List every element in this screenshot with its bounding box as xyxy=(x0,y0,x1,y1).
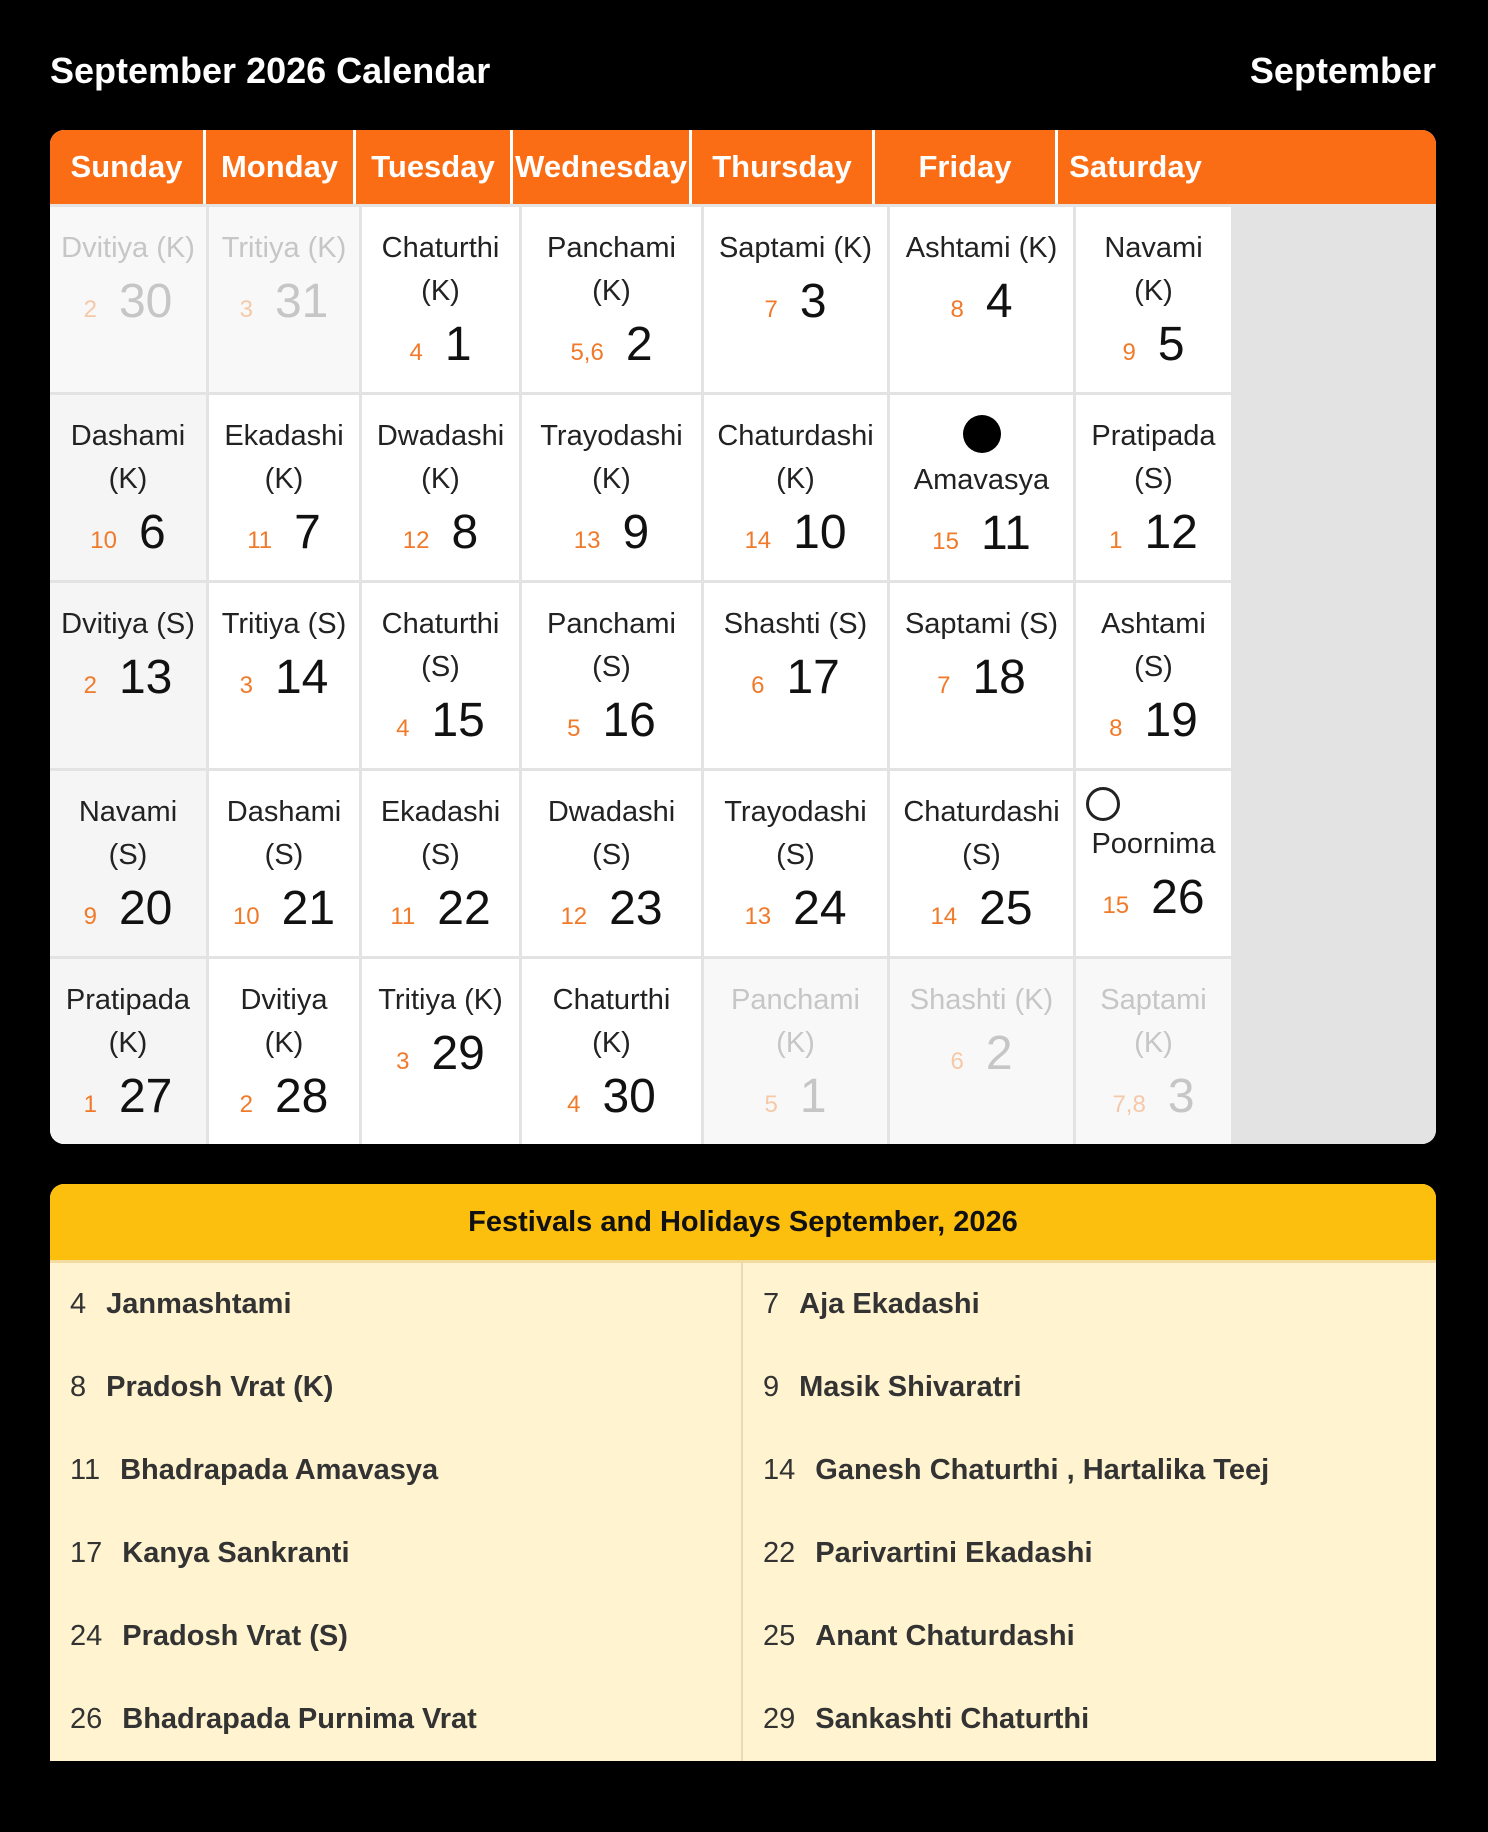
day-cell[interactable] xyxy=(522,207,701,392)
tithi-number: 3 xyxy=(239,296,253,323)
tithi-number: 1 xyxy=(1109,527,1123,554)
tithi-label xyxy=(522,959,701,1065)
weekday-sunday: Sunday xyxy=(50,130,206,204)
tithi-text: Saptami (K) xyxy=(1100,984,1207,1059)
tithi-text: Panchami (K) xyxy=(731,984,860,1059)
day-cell[interactable] xyxy=(522,583,701,768)
tithi-label xyxy=(522,771,701,877)
date-number: 27 xyxy=(118,1070,173,1123)
tithi-number: 15 xyxy=(932,528,959,555)
date-number: 4 xyxy=(985,275,1013,328)
tithi-number: 6 xyxy=(751,672,765,699)
day-cell[interactable] xyxy=(704,959,887,1144)
new-moon-icon xyxy=(963,415,1001,453)
tithi-text: Dvitiya (K) xyxy=(240,984,328,1059)
date-number: 13 xyxy=(118,651,173,704)
festival-day: 26 xyxy=(70,1703,103,1735)
tithi-number: 14 xyxy=(930,903,958,930)
date-number: 19 xyxy=(1144,694,1198,747)
tithi-text: Amavasya xyxy=(913,464,1050,496)
page-header xyxy=(50,46,1436,96)
tithi-number: 7 xyxy=(764,296,778,323)
month-label: September xyxy=(1249,50,1436,91)
festival-day: 4 xyxy=(70,1288,87,1320)
tithi-number: 10 xyxy=(232,903,260,930)
festival-item[interactable] xyxy=(743,1263,1436,1346)
tithi-text: Shashti (K) xyxy=(909,984,1054,1016)
tithi-number: 10 xyxy=(90,527,117,554)
tithi-text: Ashtami (S) xyxy=(1101,608,1206,683)
festival-item[interactable] xyxy=(743,1678,1436,1761)
festival-day: 17 xyxy=(70,1537,103,1569)
tithi-text: Dwadashi (K) xyxy=(376,420,505,495)
date-number: 3 xyxy=(799,275,827,328)
tithi-text: Panchami (K) xyxy=(547,232,676,307)
day-cell[interactable] xyxy=(209,395,359,580)
tithi-text: Navami (S) xyxy=(78,796,178,871)
date-number: 21 xyxy=(281,882,336,935)
tithi-number: 9 xyxy=(1122,339,1136,366)
festival-name: Kanya Sankranti xyxy=(122,1537,350,1569)
tithi-number: 8 xyxy=(1109,715,1123,742)
festival-item[interactable] xyxy=(50,1263,741,1346)
tithi-label xyxy=(362,395,519,501)
day-cell[interactable] xyxy=(50,771,206,956)
festivals-left-column xyxy=(50,1263,743,1761)
festival-day: 9 xyxy=(763,1371,780,1403)
tithi-text: Saptami (K) xyxy=(718,232,873,264)
festival-item[interactable] xyxy=(743,1512,1436,1595)
festival-name: Parivartini Ekadashi xyxy=(815,1537,1093,1569)
tithi-text: Poornima xyxy=(1091,828,1216,860)
day-cell[interactable] xyxy=(890,395,1073,580)
tithi-text: Tritiya (S) xyxy=(221,608,347,640)
festival-name: Ganesh Chaturthi , Hartalika Teej xyxy=(815,1454,1270,1486)
calendar-grid xyxy=(50,204,1436,1144)
tithi-number: 4 xyxy=(396,715,410,742)
day-cell[interactable] xyxy=(704,395,887,580)
tithi-label xyxy=(50,395,206,501)
tithi-text: Pratipada (S) xyxy=(1091,420,1216,495)
tithi-number: 12 xyxy=(560,903,588,930)
date-number: 1 xyxy=(799,1070,827,1123)
festival-day: 7 xyxy=(763,1288,780,1320)
tithi-text: Dashami (K) xyxy=(70,420,186,495)
tithi-label xyxy=(1076,771,1231,866)
festival-day: 14 xyxy=(763,1454,796,1486)
date-number: 20 xyxy=(118,882,173,935)
tithi-number: 9 xyxy=(83,903,97,930)
day-cell[interactable] xyxy=(522,771,701,956)
festival-day: 8 xyxy=(70,1371,87,1403)
day-cell[interactable] xyxy=(890,583,1073,768)
tithi-label xyxy=(362,771,519,877)
tithi-number: 4 xyxy=(567,1091,581,1118)
day-cell[interactable] xyxy=(209,771,359,956)
tithi-number: 3 xyxy=(396,1048,410,1075)
date-number: 25 xyxy=(979,882,1033,935)
festival-item[interactable] xyxy=(743,1346,1436,1429)
date-number: 2 xyxy=(625,318,653,371)
tithi-number: 1 xyxy=(83,1091,97,1118)
tithi-label xyxy=(50,207,206,270)
tithi-text: Shashti (S) xyxy=(723,608,868,640)
day-cell[interactable] xyxy=(50,207,206,392)
tithi-number: 2 xyxy=(83,296,97,323)
tithi-number: 2 xyxy=(239,1091,253,1118)
festival-item[interactable] xyxy=(50,1678,741,1761)
tithi-text: Chaturdashi (K) xyxy=(717,420,874,495)
tithi-number: 5 xyxy=(567,715,581,742)
tithi-number: 13 xyxy=(573,527,601,554)
tithi-number: 7,8 xyxy=(1112,1091,1146,1118)
tithi-label xyxy=(890,959,1073,1022)
date-number: 15 xyxy=(431,694,485,747)
day-cell[interactable] xyxy=(1076,771,1231,956)
tithi-text: Chaturthi (K) xyxy=(552,984,671,1059)
full-moon-icon xyxy=(1086,787,1120,821)
tithi-label xyxy=(522,395,701,501)
tithi-text: Dwadashi (S) xyxy=(547,796,676,871)
day-cell[interactable] xyxy=(1076,395,1231,580)
tithi-number: 6 xyxy=(950,1048,964,1075)
tithi-label xyxy=(362,583,519,689)
day-cell[interactable] xyxy=(50,583,206,768)
tithi-text: Panchami (S) xyxy=(547,608,676,683)
tithi-text: Ashtami (K) xyxy=(905,232,1058,264)
festival-name: Bhadrapada Amavasya xyxy=(120,1454,439,1486)
tithi-label xyxy=(209,959,359,1065)
tithi-label xyxy=(704,959,887,1065)
festival-day: 22 xyxy=(763,1537,796,1569)
tithi-text: Tritiya (K) xyxy=(378,984,503,1016)
day-cell[interactable] xyxy=(209,207,359,392)
day-cell[interactable] xyxy=(50,395,206,580)
festivals-right-column xyxy=(743,1263,1436,1761)
festivals-panel xyxy=(50,1184,1436,1761)
date-number: 12 xyxy=(1144,506,1198,559)
tithi-number: 7 xyxy=(937,672,951,699)
day-cell[interactable] xyxy=(362,771,519,956)
tithi-number: 5,6 xyxy=(570,339,604,366)
tithi-label xyxy=(50,771,206,877)
day-cell[interactable] xyxy=(362,583,519,768)
tithi-label xyxy=(704,583,887,646)
day-cell[interactable] xyxy=(209,959,359,1144)
tithi-label xyxy=(890,771,1073,877)
tithi-text: Ekadashi (S) xyxy=(380,796,501,871)
date-number: 8 xyxy=(451,506,479,559)
tithi-label xyxy=(1076,959,1231,1065)
tithi-number: 12 xyxy=(402,527,430,554)
date-number: 17 xyxy=(786,651,840,704)
date-number: 18 xyxy=(972,651,1026,704)
festival-name: Bhadrapada Purnima Vrat xyxy=(122,1703,477,1735)
tithi-label xyxy=(209,395,359,501)
date-number: 30 xyxy=(602,1070,656,1123)
festival-day: 29 xyxy=(763,1703,796,1735)
festival-name: Aja Ekadashi xyxy=(799,1288,980,1320)
tithi-label xyxy=(209,771,359,877)
festival-item[interactable] xyxy=(50,1346,741,1429)
date-number: 9 xyxy=(622,506,650,559)
tithi-label xyxy=(890,583,1073,646)
day-cell[interactable] xyxy=(704,583,887,768)
weekday-wednesday: Wednesday xyxy=(513,130,692,204)
festival-item[interactable] xyxy=(743,1595,1436,1678)
day-cell[interactable] xyxy=(890,771,1073,956)
date-number: 31 xyxy=(274,275,329,328)
festival-day: 24 xyxy=(70,1620,103,1652)
tithi-text: Tritiya (K) xyxy=(221,232,347,264)
day-cell[interactable] xyxy=(704,771,887,956)
festival-name: Pradosh Vrat (K) xyxy=(106,1371,334,1403)
tithi-label xyxy=(1076,395,1231,501)
tithi-label xyxy=(704,207,887,270)
day-cell[interactable] xyxy=(1076,207,1231,392)
day-cell[interactable] xyxy=(704,207,887,392)
tithi-label xyxy=(50,959,206,1065)
date-number: 1 xyxy=(444,318,472,371)
day-cell[interactable] xyxy=(50,959,206,1144)
tithi-number: 11 xyxy=(390,903,416,930)
festival-item[interactable] xyxy=(50,1512,741,1595)
tithi-number: 8 xyxy=(950,296,964,323)
date-number: 3 xyxy=(1167,1070,1195,1123)
tithi-label xyxy=(209,207,359,270)
festival-name: Sankashti Chaturthi xyxy=(815,1703,1090,1735)
tithi-label xyxy=(209,583,359,646)
tithi-number: 14 xyxy=(744,527,772,554)
date-number: 29 xyxy=(431,1027,485,1080)
date-number: 2 xyxy=(985,1027,1013,1080)
day-cell[interactable] xyxy=(522,395,701,580)
weekday-friday: Friday xyxy=(875,130,1058,204)
tithi-number: 15 xyxy=(1102,892,1130,919)
weekday-saturday: Saturday xyxy=(1069,149,1202,184)
tithi-label xyxy=(704,771,887,877)
tithi-text: Navami (K) xyxy=(1104,232,1203,307)
day-cell[interactable] xyxy=(1076,959,1231,1144)
tithi-text: Saptami (S) xyxy=(904,608,1059,640)
day-cell[interactable] xyxy=(362,395,519,580)
festival-item[interactable] xyxy=(50,1429,741,1512)
tithi-text: Ekadashi (K) xyxy=(224,420,344,495)
festival-item[interactable] xyxy=(743,1429,1436,1512)
tithi-number: 2 xyxy=(83,672,97,699)
festival-name: Masik Shivaratri xyxy=(799,1371,1022,1403)
calendar xyxy=(50,130,1436,1144)
tithi-label xyxy=(522,583,701,689)
tithi-label xyxy=(890,395,1073,502)
tithi-text: Chaturthi (K) xyxy=(381,232,500,307)
festival-name: Anant Chaturdashi xyxy=(815,1620,1075,1652)
day-cell[interactable] xyxy=(1076,583,1231,768)
festival-day: 25 xyxy=(763,1620,796,1652)
date-number: 16 xyxy=(602,694,656,747)
festival-name: Pradosh Vrat (S) xyxy=(122,1620,348,1652)
date-number: 28 xyxy=(274,1070,329,1123)
date-number: 5 xyxy=(1157,318,1185,371)
date-number: 30 xyxy=(118,275,173,328)
weekday-monday: Monday xyxy=(206,130,356,204)
date-number: 11 xyxy=(980,507,1031,560)
day-cell[interactable] xyxy=(890,959,1073,1144)
weekday-tuesday: Tuesday xyxy=(356,130,513,204)
tithi-number: 11 xyxy=(247,527,273,554)
date-number: 24 xyxy=(793,882,847,935)
tithi-label xyxy=(362,959,519,1022)
date-number: 10 xyxy=(793,506,847,559)
festival-item[interactable] xyxy=(50,1595,741,1678)
tithi-text: Dvitiya (K) xyxy=(61,232,195,264)
festivals-title: Festivals and Holidays September, 2026 xyxy=(50,1184,1436,1260)
weekday-thursday: Thursday xyxy=(692,130,875,204)
tithi-text: Dvitiya (S) xyxy=(61,608,195,640)
day-cell[interactable] xyxy=(362,959,519,1144)
date-number: 7 xyxy=(294,506,321,559)
tithi-label xyxy=(362,207,519,313)
tithi-text: Trayodashi (K) xyxy=(540,420,683,495)
date-number: 22 xyxy=(437,882,491,935)
weekday-header-row xyxy=(50,130,1436,204)
tithi-number: 4 xyxy=(409,339,423,366)
tithi-label xyxy=(1076,207,1231,313)
tithi-label xyxy=(1076,583,1231,689)
tithi-text: Pratipada (K) xyxy=(65,984,191,1059)
date-number: 26 xyxy=(1151,871,1205,924)
tithi-number: 3 xyxy=(239,672,253,699)
tithi-label xyxy=(522,207,701,313)
date-number: 6 xyxy=(139,506,166,559)
day-cell[interactable] xyxy=(522,959,701,1144)
day-cell[interactable] xyxy=(362,207,519,392)
tithi-number: 13 xyxy=(744,903,772,930)
day-cell[interactable] xyxy=(209,583,359,768)
tithi-text: Dashami (S) xyxy=(226,796,342,871)
festival-name: Janmashtami xyxy=(106,1288,292,1320)
date-number: 14 xyxy=(274,651,329,704)
tithi-text: Chaturdashi (S) xyxy=(903,796,1060,871)
tithi-text: Trayodashi (S) xyxy=(724,796,867,871)
tithi-number: 5 xyxy=(764,1091,778,1118)
date-number: 23 xyxy=(609,882,663,935)
page-title: September 2026 Calendar xyxy=(50,50,491,91)
tithi-label xyxy=(50,583,206,646)
tithi-label xyxy=(890,207,1073,270)
day-cell[interactable] xyxy=(890,207,1073,392)
tithi-text: Chaturthi (S) xyxy=(381,608,500,683)
tithi-label xyxy=(704,395,887,501)
festival-day: 11 xyxy=(70,1454,101,1486)
